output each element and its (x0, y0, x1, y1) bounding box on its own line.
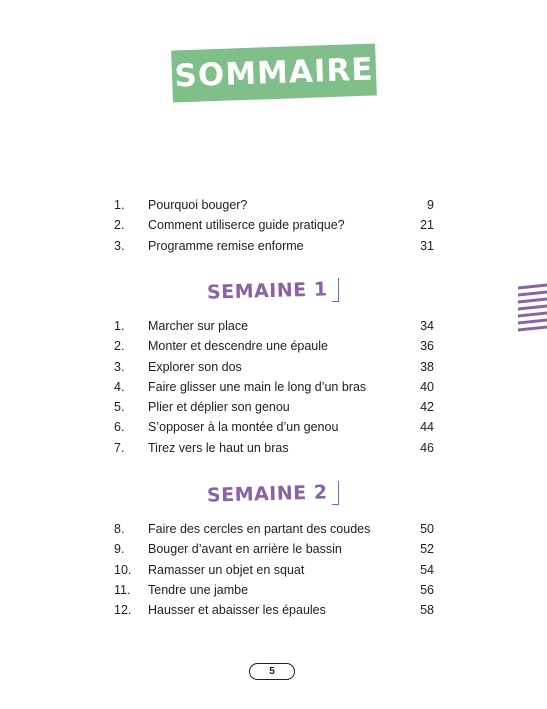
entry-label: Faire glisser une main le long d’un bras (148, 379, 367, 394)
week2-heading (207, 479, 339, 509)
entry-label: Ramasser un objet en squat (148, 562, 305, 577)
entry-number: 12. (114, 603, 132, 618)
entry-page: 38 (420, 359, 434, 374)
entry-page: 46 (420, 440, 434, 455)
entry-page: 56 (420, 582, 434, 597)
week2-heading-text: SEMAINE 2 (206, 481, 328, 507)
page-number: 5 (249, 663, 295, 680)
entry-label: Explorer son dos (148, 359, 242, 374)
toc-entry[interactable] (0, 377, 547, 397)
entry-page: 50 (420, 522, 434, 536)
entry-label: Programme remise enforme (148, 238, 304, 253)
entry-number: 9. (114, 542, 125, 557)
entry-number: 1. (114, 198, 125, 212)
toc-entry[interactable] (0, 539, 547, 559)
toc-entry[interactable] (0, 519, 547, 539)
entry-number: 5. (114, 400, 125, 415)
entry-page: 40 (420, 379, 434, 394)
heading-corner-icon (332, 278, 339, 302)
entry-label: Pourquoi bouger? (148, 198, 248, 212)
stripe-line (518, 290, 547, 296)
entry-label: Plier et déplier son genou (148, 400, 290, 415)
toc-entry[interactable] (0, 438, 547, 458)
entry-page: 21 (420, 218, 434, 233)
entry-number: 11. (114, 582, 131, 597)
stripe-line (518, 297, 547, 303)
stripe-line (518, 283, 547, 289)
toc-week2 (0, 519, 547, 620)
entry-number: 7. (114, 440, 125, 455)
entry-label: Hausser et abaisser les épaules (148, 603, 326, 618)
title-banner (171, 43, 377, 102)
entry-number: 1. (114, 319, 125, 333)
entry-label: Tirez vers le haut un bras (148, 440, 289, 455)
entry-label: Marcher sur place (148, 319, 249, 333)
entry-label: S’opposer à la montée d’un genou (148, 420, 339, 435)
entry-page: 42 (420, 400, 434, 415)
toc-entry[interactable] (0, 600, 547, 620)
week1-heading-text: SEMAINE 1 (206, 278, 328, 304)
entry-page: 34 (420, 319, 434, 333)
toc-entry[interactable] (0, 236, 547, 256)
entry-page: 9 (427, 198, 434, 212)
stripe-line (518, 318, 547, 324)
entry-label: Bouger d’avant en arrière le bassin (148, 542, 342, 557)
toc-entry[interactable] (0, 397, 547, 417)
toc-entry[interactable] (0, 336, 547, 356)
entry-label: Faire des cercles en partant des coudes (148, 522, 371, 536)
toc-intro (0, 195, 547, 256)
toc-entry[interactable] (0, 580, 547, 600)
week1-heading (207, 276, 339, 306)
toc-week1 (0, 316, 547, 458)
toc-entry[interactable] (0, 195, 547, 215)
entry-number: 3. (114, 238, 125, 253)
entry-label: Monter et descendre une épaule (148, 339, 328, 354)
entry-number: 3. (114, 359, 125, 374)
stripe-line (518, 311, 547, 317)
toc-entry[interactable] (0, 215, 547, 235)
entry-number: 2. (114, 339, 125, 354)
entry-number: 2. (114, 218, 125, 233)
entry-number: 10. (114, 562, 132, 577)
entry-number: 8. (114, 522, 125, 536)
entry-page: 44 (420, 420, 434, 435)
toc-entry[interactable] (0, 316, 547, 336)
entry-page: 36 (420, 339, 434, 354)
entry-number: 4. (114, 379, 125, 394)
entry-page: 54 (420, 562, 434, 577)
entry-label: Tendre une jambe (148, 582, 249, 597)
stripe-line (518, 325, 547, 331)
entry-label: Comment utiliserce guide pratique? (148, 218, 345, 233)
striped-tab-icon (518, 285, 547, 341)
page-title: SOMMAIRE (173, 51, 375, 95)
entry-page: 31 (420, 238, 434, 253)
entry-page: 58 (420, 603, 434, 618)
stripe-line (518, 304, 547, 310)
toc-entry[interactable] (0, 357, 547, 377)
entry-number: 6. (114, 420, 125, 435)
toc-entry[interactable] (0, 560, 547, 580)
heading-corner-icon (332, 481, 339, 505)
toc-entry[interactable] (0, 417, 547, 437)
entry-page: 52 (420, 542, 434, 557)
